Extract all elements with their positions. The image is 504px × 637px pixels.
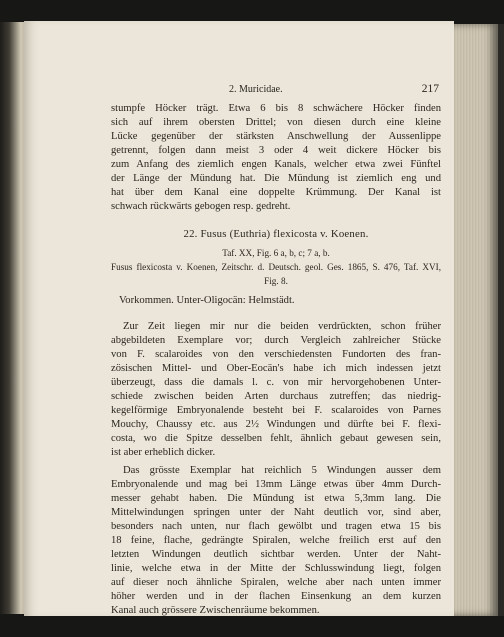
text-line: der Länge der Mündung hat. Die Mündung ist ziemlich eng und <box>111 173 441 184</box>
citation: Fusus flexicosta v. Koenen, Zeitschr. d. Deutsch. geol. Ges. 1865, S. 476, Taf. XVI, <box>111 262 441 272</box>
book-page <box>24 21 454 616</box>
text-line: messer gehabt haben. Die Mündung ist etwa 5,3mm lang. Die <box>111 493 441 504</box>
text-line: zum Anfang des ziemlich engen Kanals, welcher etwa zwei Fünftel <box>111 159 441 170</box>
text-line: höher werden und in der flachen Einsenkung an dem kurzen <box>111 591 441 602</box>
text-line: hat über dem Kanal eine doppelte Krümmung. Der Kanal ist <box>111 187 441 198</box>
right-page-stack <box>452 24 498 616</box>
text-line: von F. scalaroides von den verschiedensten Fundorten des fran- <box>111 349 441 360</box>
text-line: kegelförmige Embryonalende besteht bei F. scalaroides von Parnes <box>111 405 441 416</box>
text-line: überzeugt, dass die damals l. c. von mir hervorgehobenen Unter- <box>111 377 441 388</box>
text-line: Lücke gegenüber der stärksten Anschwellung der Aussenlippe <box>111 131 441 142</box>
citation-continued: Fig. 8. <box>264 276 288 286</box>
text-line: 18 feine, flache, gedrängte Spiralen, welche freilich erst auf den <box>111 535 441 546</box>
text-line: letzten Windungen deutlich sichtbar werden. Unter der Naht- <box>111 549 441 560</box>
running-title: 2. Muricidae. <box>229 84 283 95</box>
text-line: schwach rückwärts gebogen resp. gedreht. <box>111 201 291 212</box>
text-line: abgebildeten Exemplare vor; durch Vergleich zahlreicher Stücke <box>111 335 441 346</box>
text-line: Embryonalende und mag bei 13mm Länge etwas über 4mm Durch- <box>111 479 441 490</box>
text-line: sich auf ihrem obersten Drittel; von diesen durch eine kleine <box>111 117 441 128</box>
text-line: ist aber erheblich dicker. <box>111 447 216 458</box>
text-line: Zur Zeit liegen mir nur die beiden verdrückten, schon früher <box>123 321 441 332</box>
occurrence: Vorkommen. Unter-Oligocän: Helmstädt. <box>119 295 295 306</box>
text-line: stumpfe Höcker trägt. Etwa 6 bis 8 schwächere Höcker finden <box>111 103 441 114</box>
text-line: auf dieser noch ähnliche Spiralen, welche aber nach unten immer <box>111 577 441 588</box>
text-line: Mouchy, Chaussy etc. aus 2½ Windungen und dürfte bei F. flexi- <box>111 419 441 430</box>
text-line: linie, welche etwa in der Mitte der Schlusswindung liegt, folgen <box>111 563 441 574</box>
running-head <box>111 84 441 98</box>
page-number: 217 <box>421 83 439 95</box>
text-line: getrennt, folgen dann meist 3 oder 4 weit dickere Höcker bis <box>111 145 441 156</box>
text-line: schiede zwischen beiden Arten durchaus zutreffen; das niedrig- <box>111 391 441 402</box>
text-line: Mittelwindungen springen unter der Naht deutlich vor, sind aber, <box>111 507 441 518</box>
text-line: Kanal auch grössere Zwischenräume bekommen. <box>111 605 320 616</box>
text-line: costa, wo die Spitze desselben fehlt, ähnlich gebaut gewesen sein, <box>111 433 441 444</box>
species-heading: 22. Fusus (Euthria) flexicosta v. Koenen. <box>183 228 369 240</box>
plate-reference: Taf. XX, Fig. 6 a, b, c; 7 a, b. <box>222 248 330 258</box>
text-line: Das grösste Exemplar hat reichlich 5 Windungen ausser dem <box>123 465 441 476</box>
left-page-edge <box>0 22 26 614</box>
text-line: besonders nach unten, nur flach gewölbt und tragen etwa 15 bis <box>111 521 441 532</box>
text-line: zösischen Mittel- und Ober-Eocän's habe ich mich indessen jetzt <box>111 363 441 374</box>
